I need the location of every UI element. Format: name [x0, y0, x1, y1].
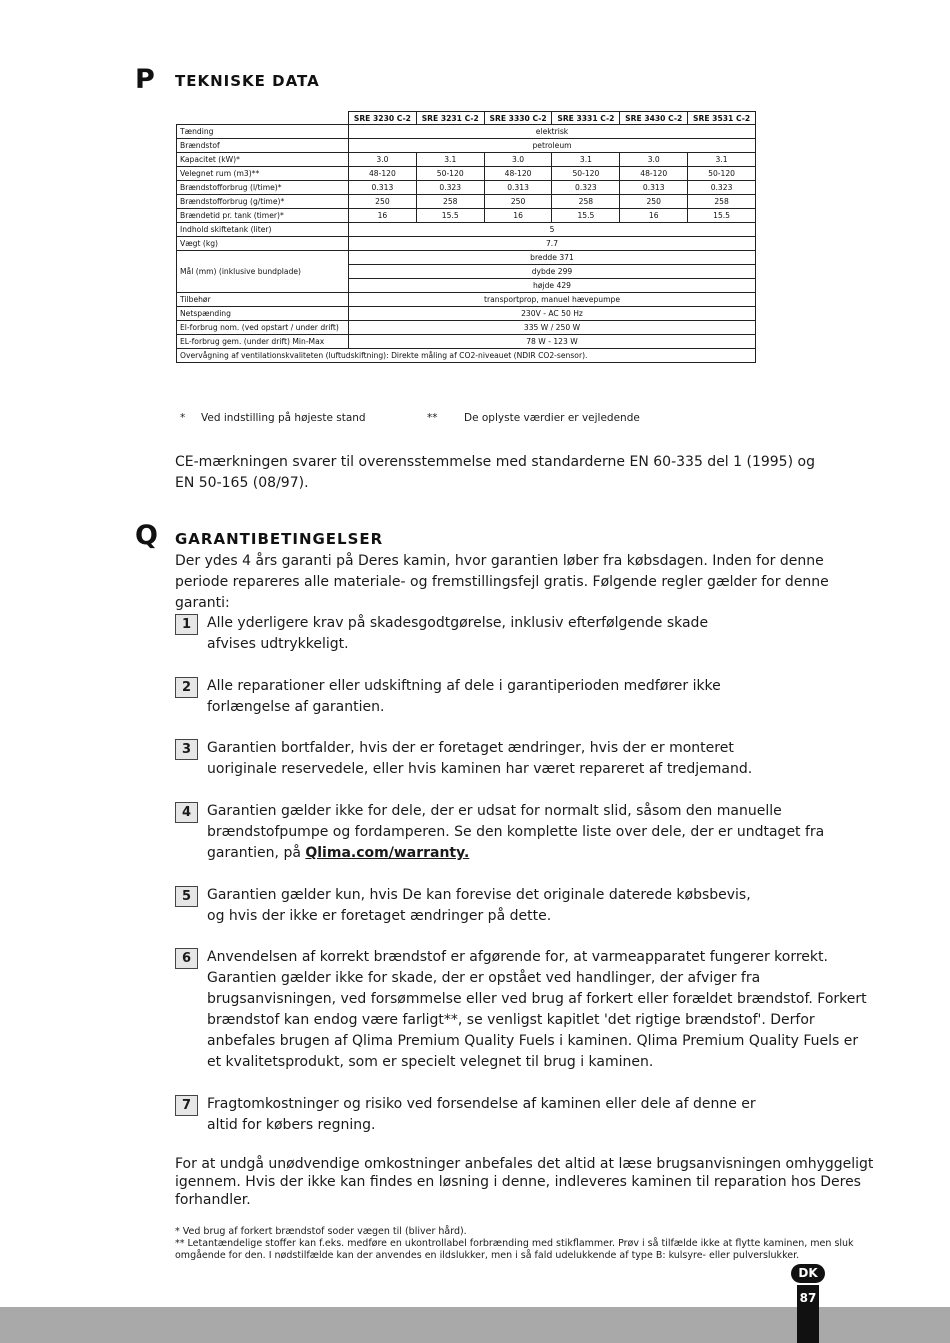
cell-value: 50-120 [552, 167, 620, 181]
row-label: Brændstofforbrug (g/time)* [177, 195, 349, 209]
language-badge: DK [791, 1264, 825, 1283]
cell-value: 48-120 [484, 167, 552, 181]
item-number: 1 [175, 614, 198, 635]
warranty-item-text: Anvendelsen af korrekt brændstof er afgørende for, at varmeapparatet fungerer korrekt. Garantien gælder ikke for skade, der er opstået ved handlinger, der afviger fra brugsanvisningen, ved forsømmelse eller ved brug af forkert eller forældet brændstof. Forkert brændstof kan endog være farligt**, se venligst kapitlet 'det rigtige brændstof'. Derfor anbefales brugen af Qlima Premium Quality Fuels i kaminen. Qlima Premium Quality Fuels er et kvalitetsprodukt, som er specielt velegnet til brug i kaminen. [207, 949, 867, 1070]
cell-value: 15.5 [416, 209, 484, 223]
section-letter-q: Q [135, 520, 158, 551]
table-header-row [177, 112, 756, 125]
row-label: Kapacitet (kW)* [177, 153, 349, 167]
table-row [177, 335, 756, 349]
warranty-item-text: Garantien gælder kun, hvis De kan forevise det originale daterede købsbevis, og hvis der ikke er foretaget ændringer på dette. [207, 887, 751, 924]
warranty-item-text: Garantien gælder ikke for dele, der er udsat for normalt slid, såsom den manuelle brændstofpumpe og fordamperen. Se den komplette liste over dele, der er undtaget fra garantien, på [207, 803, 825, 861]
cell-value: bredde 371 [349, 251, 756, 265]
warranty-item [207, 801, 867, 864]
cell-value: 78 W - 123 W [349, 335, 756, 349]
cell-value: 3.1 [552, 153, 620, 167]
table-row [177, 321, 756, 335]
cell-value: 48-120 [349, 167, 417, 181]
row-label: Brændetid pr. tank (timer)* [177, 209, 349, 223]
cell-value: 16 [484, 209, 552, 223]
model-header: SRE 3331 C-2 [552, 112, 620, 125]
row-label: Indhold skiftetank (liter) [177, 223, 349, 237]
cell-value: 258 [688, 195, 756, 209]
item-number: 3 [175, 739, 198, 760]
model-header: SRE 3231 C-2 [416, 112, 484, 125]
warranty-item-text: Fragtomkostninger og risiko ved forsendelse af kaminen eller dele af denne er altid for købers regning. [207, 1096, 756, 1133]
table-row [177, 209, 756, 223]
cell-value: 15.5 [552, 209, 620, 223]
cell-value: højde 429 [349, 279, 756, 293]
section-title-warranty: GARANTIBETINGELSER [175, 530, 384, 548]
table-row [177, 167, 756, 181]
cell-value: 250 [349, 195, 417, 209]
table-row [177, 181, 756, 195]
row-label: Brændstof [177, 139, 349, 153]
table-row [177, 251, 756, 265]
monitoring-note: Overvågning af ventilationskvaliteten (luftudskiftning): Direkte måling af CO2-niveauet (NDIR CO2-sensor). [177, 349, 756, 363]
cell-value: 0.313 [484, 181, 552, 195]
cell-value: 15.5 [688, 209, 756, 223]
cell-value: 3.1 [688, 153, 756, 167]
table-row [177, 293, 756, 307]
cell-value: 0.313 [349, 181, 417, 195]
row-label: El-forbrug nom. (ved opstart / under drift) [177, 321, 349, 335]
cell-value: 258 [552, 195, 620, 209]
item-number: 6 [175, 948, 198, 969]
table-row [177, 223, 756, 237]
model-header: SRE 3230 C-2 [349, 112, 417, 125]
cell-value: 0.323 [688, 181, 756, 195]
item-number: 7 [175, 1095, 198, 1116]
footnote-2: ** Letantændelige stoffer kan f.eks. medføre en ukontrollabel forbrænding med stikflammer. Prøv i så tilfælde ikke at flytte kaminen, men sluk omgående for den. I nødstilfælde kan der anvendes en ildslukker, men i så fald udelukkende af type B: kulsyre- eller pulverslukker. [175, 1238, 854, 1261]
cell-value: elektrisk [349, 125, 756, 139]
warranty-intro: Der ydes 4 års garanti på Deres kamin, hvor garantien løber fra købsdagen. Inden for denne periode repareres alle materiale- og fremstillingsfejl gratis. Følgende regler gælder for denne garanti: [175, 553, 829, 611]
model-header: SRE 3531 C-2 [688, 112, 756, 125]
table-row [177, 237, 756, 251]
page-number: 87 [799, 1291, 817, 1305]
section-title-technical-data: TEKNISKE DATA [175, 72, 320, 90]
cell-value: 16 [620, 209, 688, 223]
warranty-item-text: Alle reparationer eller udskiftning af dele i garantiperioden medfører ikke forlængelse af garantien. [207, 678, 721, 715]
cell-value: 50-120 [416, 167, 484, 181]
row-label: EL-forbrug gem. (under drift) Min-Max [177, 335, 349, 349]
cell-value: 5 [349, 223, 756, 237]
model-header: SRE 3430 C-2 [620, 112, 688, 125]
ce-marking-text: CE-mærkningen svarer til overensstemmelse med standarderne EN 60-335 del 1 (1995) og EN 50-165 (08/97). [175, 454, 815, 491]
row-label: Brændstofforbrug (l/time)* [177, 181, 349, 195]
section-letter-p: P [135, 64, 155, 95]
cell-value: 50-120 [688, 167, 756, 181]
technical-data-table [176, 111, 756, 363]
table-row [177, 195, 756, 209]
row-label: Mål (mm) (inklusive bundplade) [177, 251, 349, 293]
item-number: 5 [175, 886, 198, 907]
warranty-item-text: Alle yderligere krav på skadesgodtgørelse, inklusiv efterfølgende skade afvises udtrykkeligt. [207, 615, 709, 652]
row-label: Tænding [177, 125, 349, 139]
cell-value: dybde 299 [349, 265, 756, 279]
cell-value: 16 [349, 209, 417, 223]
table-row [177, 153, 756, 167]
cell-value: 250 [484, 195, 552, 209]
closing-text: For at undgå unødvendige omkostninger anbefales det altid at læse brugsanvisningen omhyggeligt igennem. Hvis der ikke kan findes en løsning i denne, indleveres kaminen til reparation hos Deres forhandler. [175, 1156, 874, 1208]
model-header: SRE 3330 C-2 [484, 112, 552, 125]
warranty-item-text: Garantien bortfalder, hvis der er foretaget ændringer, hvis der er monteret uoriginale reservedele, eller hvis kaminen har været repareret af tredjemand. [207, 740, 753, 777]
row-label: Tilbehør [177, 293, 349, 307]
cell-value: 335 W / 250 W [349, 321, 756, 335]
note-star-mark: * [180, 412, 186, 424]
table-row [177, 125, 756, 139]
cell-value: 258 [416, 195, 484, 209]
cell-value: petroleum [349, 139, 756, 153]
note-star-text: Ved indstilling på højeste stand [201, 412, 366, 424]
cell-value: 7.7 [349, 237, 756, 251]
cell-value: 230V - AC 50 Hz [349, 307, 756, 321]
note-double-star-mark: ** [427, 412, 438, 424]
item-number: 4 [175, 802, 198, 823]
cell-value: 3.1 [416, 153, 484, 167]
cell-value: 3.0 [620, 153, 688, 167]
row-label: Vægt (kg) [177, 237, 349, 251]
cell-value: 48-120 [620, 167, 688, 181]
cell-value: 3.0 [484, 153, 552, 167]
table-row [177, 349, 756, 363]
cell-value: 0.323 [416, 181, 484, 195]
item-number: 2 [175, 677, 198, 698]
row-label: Netspænding [177, 307, 349, 321]
footnote-1: * Ved brug af forkert brændstof soder vægen til (bliver hård). [175, 1226, 467, 1237]
cell-value: 3.0 [349, 153, 417, 167]
cell-value: 0.323 [552, 181, 620, 195]
row-label: Velegnet rum (m3)** [177, 167, 349, 181]
cell-value: 250 [620, 195, 688, 209]
warranty-link[interactable]: Qlima.com/warranty. [305, 845, 470, 861]
table-row [177, 307, 756, 321]
cell-value: 0.313 [620, 181, 688, 195]
cell-value: transportprop, manuel hævepumpe [349, 293, 756, 307]
note-double-star-text: De oplyste værdier er vejledende [464, 412, 640, 424]
table-row [177, 139, 756, 153]
